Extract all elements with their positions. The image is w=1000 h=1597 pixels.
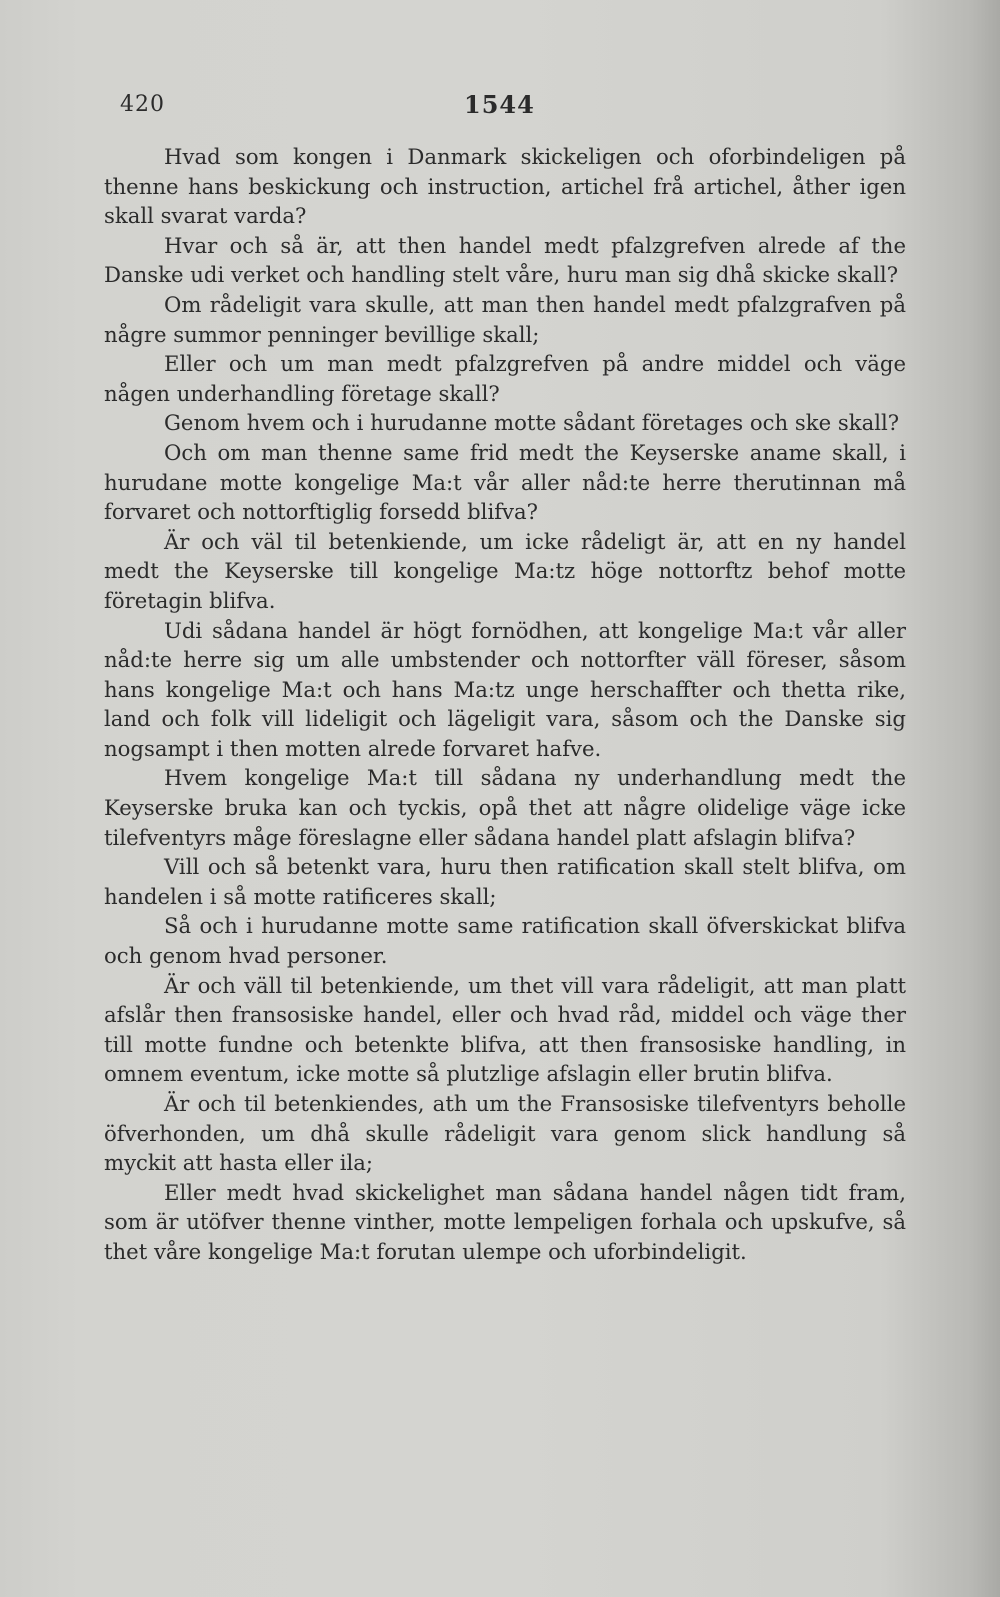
paragraph: Hvar och så är, att then handel medt pfalzgrefven alrede af the Danske udi verket och handling stelt våre, huru man sig dhå skicke skall?: [104, 232, 906, 288]
body-text: [104, 142, 906, 1267]
paragraph: Är och til betenkiendes, ath um the Fransosiske tilefventyrs beholle öfverhonden, um dhå skulle rådeligit vara genom slick handlung så myckit att hasta eller ila;: [104, 1091, 906, 1176]
paragraph: Om rådeligit vara skulle, att man then handel medt pfalzgrafven på någre summor penninger bevillige skall;: [104, 291, 906, 347]
paragraph: Udi sådana handel är högt fornödhen, att kongelige Ma:t vår aller nåd:te herre sig um alle umbstender och nottorfter väll föreser, såsom hans kongelige Ma:t och hans Ma:tz unge herschaffter och thetta rike, land och folk vill lideligit och lägeligit vara, såsom och the Danske sig nogsampt i then motten alrede forvaret hafve.: [104, 617, 906, 761]
paragraph: Eller medt hvad skickelighet man sådana handel någen tidt fram, som är utöfver thenne vinther, motte lempeligen forhala och upskufve, så thet våre kongelige Ma:t forutan ulempe och uforbindeligit.: [104, 1179, 906, 1264]
paragraph: Hvad som kongen i Danmark skickeligen och oforbindeligen på thenne hans beskickung och instruction, artichel frå artichel, åther igen skall svarat varda?: [104, 144, 906, 229]
paragraph: Genom hvem och i hurudanne motte sådant företages och ske skall?: [164, 410, 900, 436]
running-title-year: 1544: [464, 90, 535, 119]
paragraph: Vill och så betenkt vara, huru then ratification skall stelt blifva, om handelen i så motte ratificeres skall;: [104, 854, 906, 909]
page-number: 420: [120, 92, 165, 117]
paragraph: Är och väll til betenkiende, um thet vill vara rådeligit, att man platt afslår then fransosiske handel, eller och hvad råd, middel och väge ther till motte fundne och betenkte blifva, att then fransosiske handling, in omnem eventum, icke motte så plutzlige afslagin eller brutin blifva.: [104, 972, 906, 1087]
paragraph: Eller och um man medt pfalzgrefven på andre middel och väge någen underhandling företage skall?: [104, 351, 906, 406]
paragraph: Är och väl til betenkiende, um icke rådeligt är, att en ny handel medt the Keyserske till kongelige Ma:tz höge nottorftz behof motte företagin blifva.: [104, 528, 906, 613]
paragraph: Hvem kongelige Ma:t till sådana ny underhandlung medt the Keyserske bruka kan och tyckis, opå thet att någre olidelige väge icke tilefventyrs måge föreslagne eller sådana handel platt afslagin blifva?: [104, 765, 906, 850]
paragraph: Och om man thenne same frid medt the Keyserske aname skall, i hurudane motte kongelige Ma:t vår aller nåd:te herre therutinnan må forvaret och nottorftiglig forsedd blifva?: [104, 439, 906, 525]
page-header: [120, 92, 900, 132]
paragraph: Så och i hurudanne motte same ratification skall öfverskickat blifva och genom hvad personer.: [104, 913, 906, 969]
